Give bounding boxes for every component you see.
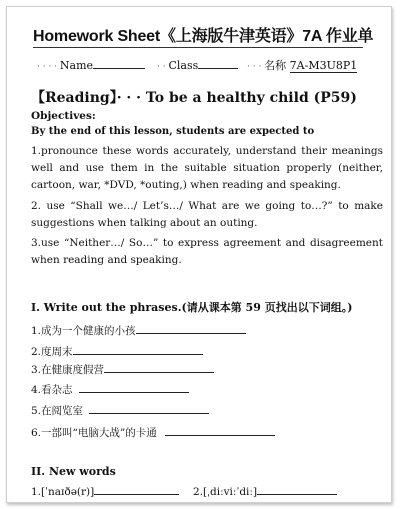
worksheet-page: [6, 6, 392, 503]
phonetic-1: 1.[ˈnaɪðə(r)]: [31, 486, 95, 498]
phrase-item-4: [31, 382, 189, 397]
phrase-prompt: 5.在阅览室: [31, 405, 84, 417]
phrase-answer-blank[interactable]: [165, 425, 275, 436]
objectives-label: Objectives:: [31, 110, 96, 122]
new-word-item-2: [193, 484, 337, 498]
phrase-prompt: 2.度周末: [31, 346, 73, 358]
name-blank[interactable]: [93, 57, 145, 69]
code-value: 7A-M3U8P1: [289, 59, 358, 72]
class-field[interactable]: · · Class: [157, 57, 238, 72]
phrase-prompt: 3.在健康度假营: [31, 364, 105, 376]
objective-1: 1.pronounce these words accurately, understand their meanings well and use them in the suitable situation properly (neither, cartoon, war, *DVD, *outing,) when reading and speaking.: [31, 145, 383, 191]
phrase-item-2: [31, 344, 203, 359]
phrase-item-5: [31, 403, 209, 418]
phrase-item-3: [31, 362, 214, 377]
objective-2: 2. use “Shall we…/ Let’s…/ What are we going to…?” to make suggestions when talking about an outing.: [31, 200, 383, 229]
phrase-prompt: 1.成为一个健康的小孩: [31, 325, 136, 337]
phrase-answer-blank[interactable]: [79, 382, 189, 393]
phonetic-2: 2.[ˌdiːviːˈdiː]: [193, 486, 258, 498]
section-2-heading: II. New words: [31, 465, 116, 478]
objectives-intro: By the end of this lesson, students are expected to: [31, 126, 315, 137]
code-label: 名称: [264, 59, 287, 72]
phrase-prompt: 6.一部叫“电脑大战”的卡通: [31, 427, 157, 439]
phrase-answer-blank[interactable]: [136, 323, 246, 334]
code-field: · · · 名称 7A-M3U8P1: [247, 59, 358, 72]
phrase-answer-blank[interactable]: [73, 344, 203, 355]
section-1-heading: I. Write out the phrases.(请从课本第 59 页找出以下词组。): [31, 301, 353, 314]
name-field[interactable]: · · · · Name: [37, 57, 145, 72]
name-label: Name: [59, 59, 94, 72]
phrase-item-6: [31, 425, 275, 440]
lesson-heading: 【Reading】· · · To be a healthy child (P59): [31, 90, 357, 106]
phrase-answer-blank[interactable]: [104, 362, 214, 373]
class-blank[interactable]: [198, 57, 238, 69]
class-label: Class: [168, 59, 199, 72]
new-word-blank-1[interactable]: [94, 484, 179, 495]
title-underline: [33, 47, 363, 48]
phrase-item-1: [31, 323, 246, 338]
new-word-item-1: [31, 484, 179, 498]
new-word-blank-2[interactable]: [257, 484, 337, 495]
phrase-answer-blank[interactable]: [89, 403, 209, 414]
phrase-prompt: 4.看杂志: [31, 384, 73, 396]
objective-3: 3.use “Neither…/ So…” to express agreement and disagreement when reading and speaking.: [31, 237, 383, 266]
worksheet-title: Homework Sheet《上海版牛津英语》7A 作业单: [33, 28, 374, 45]
